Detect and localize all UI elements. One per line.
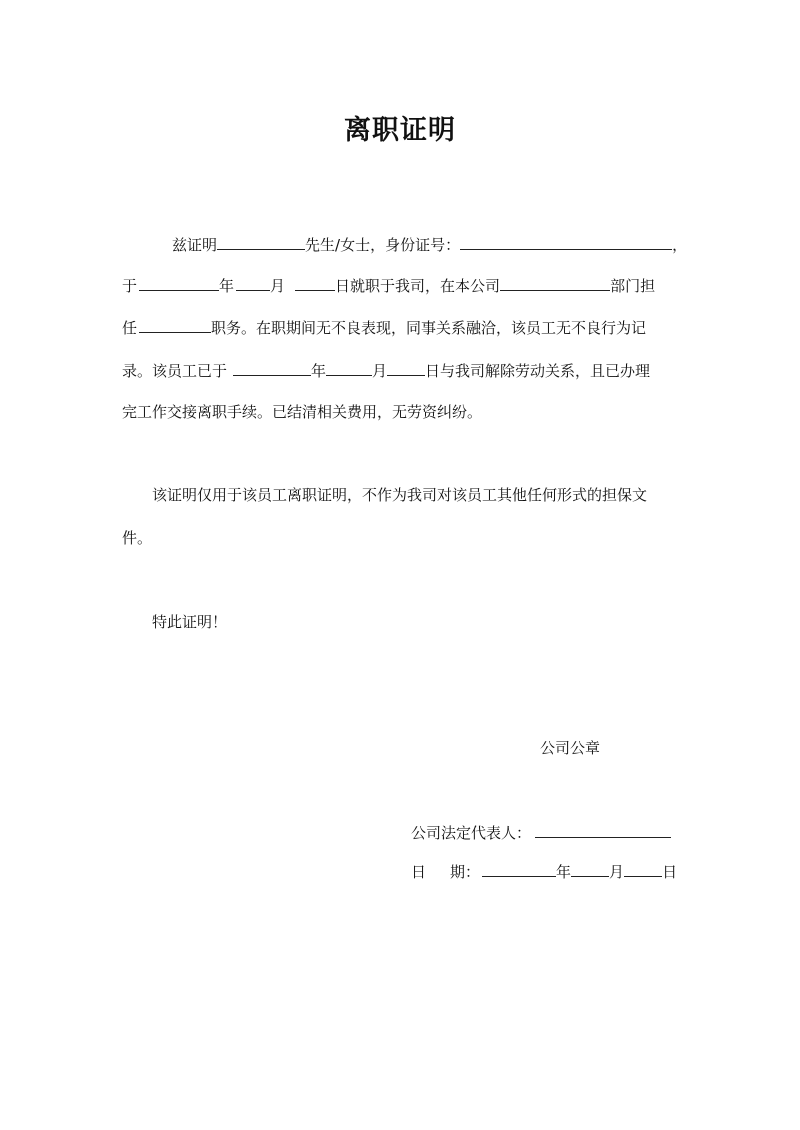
sign-day-blank <box>624 862 662 877</box>
date-line <box>411 862 677 882</box>
text-segment: 件。 <box>122 529 153 547</box>
paragraph-2-line-2 <box>122 528 152 548</box>
sign-month-blank <box>571 862 609 877</box>
text-segment: 年 <box>219 277 235 295</box>
id-number-blank <box>460 235 672 250</box>
text-segment: 于 <box>122 277 138 295</box>
paragraph-1-line-5 <box>122 402 482 422</box>
text-segment: 部门担 <box>610 277 656 295</box>
paragraph-1-line-2 <box>122 276 655 296</box>
text-segment: 日与我司解除劳动关系，且已办理 <box>425 362 651 380</box>
text-segment: 完工作交接离职手续。已结清相关费用，无劳资纠纷。 <box>122 403 483 421</box>
hire-month-blank <box>236 276 270 291</box>
text-segment: 月 <box>270 277 286 295</box>
text-segment: 公司法定代表人： <box>411 824 532 842</box>
text-segment: 期： <box>450 863 481 881</box>
text-segment: 兹证明 <box>172 236 218 254</box>
text-segment: 月 <box>609 863 625 881</box>
paragraph-1-line-1 <box>172 235 687 255</box>
name-blank <box>217 235 305 250</box>
text-segment: 日 <box>662 863 678 881</box>
text-segment: 录。该员工已于 <box>122 362 228 380</box>
legal-representative-line <box>411 823 671 843</box>
leave-month-blank <box>326 361 372 376</box>
text-segment: 年 <box>311 362 327 380</box>
text-segment: 日就职于我司，在本公司 <box>335 277 501 295</box>
text-segment: 该证明仅用于该员工离职证明，不作为我司对该员工其他任何形式的担保文 <box>152 486 648 504</box>
text-segment: 年 <box>556 863 572 881</box>
text-segment: 公司公章 <box>540 739 601 757</box>
paragraph-1-line-3 <box>122 318 646 338</box>
paragraph-2-line-1 <box>152 485 647 505</box>
company-seal-label <box>540 738 600 758</box>
text-segment: 职务。在职期间无不良表现，同事关系融洽，该员工无不良行为记 <box>211 319 647 337</box>
hire-day-blank <box>295 276 335 291</box>
text-segment: 日 <box>411 863 427 881</box>
text-segment: 先生/女士，身份证号： <box>305 236 461 254</box>
closing-statement <box>152 612 227 632</box>
sign-year-blank <box>482 862 556 877</box>
department-blank <box>500 276 610 291</box>
hire-year-blank <box>139 276 219 291</box>
leave-day-blank <box>387 361 425 376</box>
text-segment: 月 <box>372 362 388 380</box>
text-segment: 任 <box>122 319 138 337</box>
paragraph-1-line-4 <box>122 361 650 381</box>
document-title: 离职证明 <box>344 115 456 146</box>
position-blank <box>139 318 211 333</box>
representative-blank <box>535 823 671 838</box>
text-segment: 特此证明！ <box>152 613 228 631</box>
leave-year-blank <box>233 361 311 376</box>
text-segment: ， <box>672 236 688 254</box>
